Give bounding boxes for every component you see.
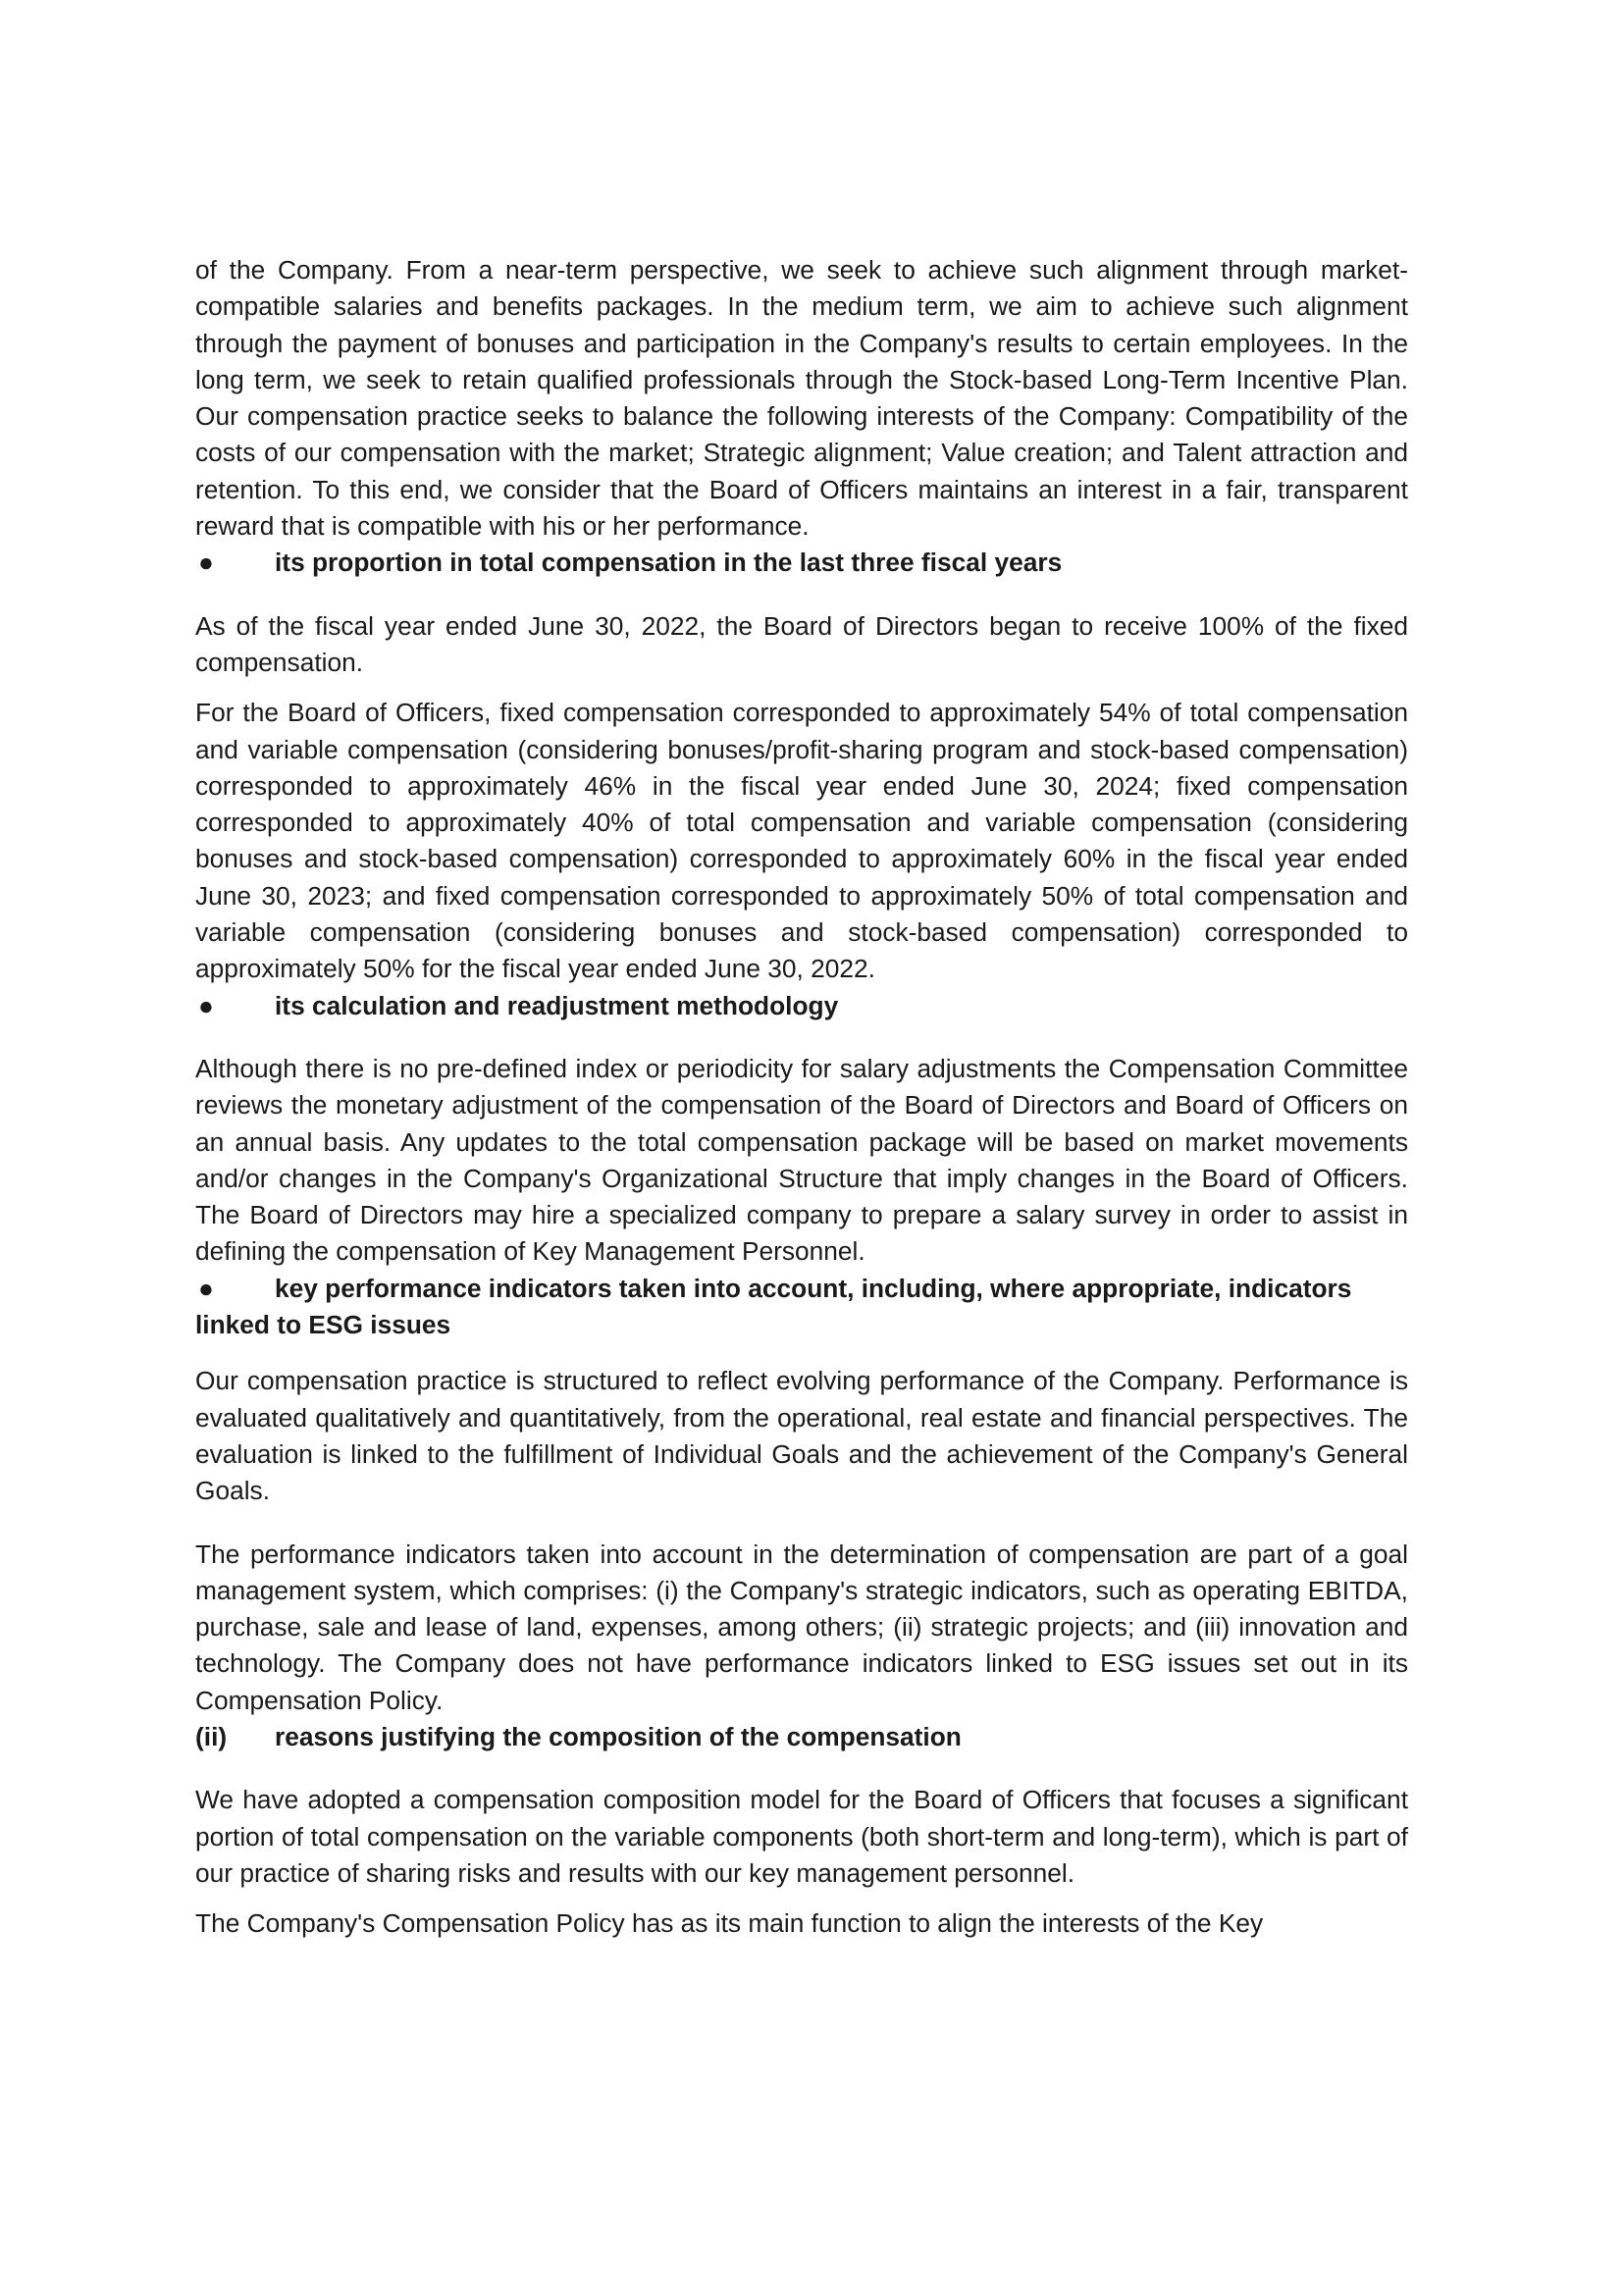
paragraph-goal-management-system: The performance indicators taken into account in the determination of compensation are part of a goal management system, which comprises: (i) the Company's strategic indicators, such as operating EBITDA, purchase, sale and lease of land, expenses, among others; (ii) strategic projects; and (iii) innovation and technology. The Company does not have performance indicators linked to ESG issues set out in its Compensation Policy. <box>195 1539 1408 1715</box>
heading-text: key performance indicators taken into account, including, where appropriate, indicators linked to ESG issues <box>195 1273 1352 1340</box>
paragraph-composition-model: We have adopted a compensation composition model for the Board of Officers that focuses a significant portion of total compensation on the variable components (both short-term and long-term), which is part of our practice of sharing risks and results with our key management personnel. <box>195 1785 1408 1888</box>
paragraph-compensation-policy-function: The Company's Compensation Policy has as its main function to align the interests of the Key <box>195 1908 1264 1939</box>
heading-proportion-total-compensation <box>195 545 1408 581</box>
bullet-icon: ● <box>198 1273 214 1303</box>
bullet-icon: ● <box>198 548 214 578</box>
heading-text: its proportion in total compensation in the last three fiscal years <box>275 548 1063 578</box>
paragraph-performance-evaluation: Our compensation practice is structured to reflect evolving performance of the Company. Performance is evaluated qualitatively and quantitatively, from the operational, real estate and financial perspectives. The evaluation is linked to the fulfillment of Individual Goals and the achievement of the Company's General Goals. <box>195 1366 1408 1506</box>
heading-calculation-methodology <box>195 988 1408 1024</box>
paragraph-board-of-directors-fixed: As of the fiscal year ended June 30, 2022, the Board of Directors began to receive 100% of the fixed compensation. <box>195 610 1408 677</box>
heading-text: its calculation and readjustment methodology <box>275 990 839 1020</box>
heading-text: reasons justifying the composition of the compensation <box>275 1721 962 1751</box>
paragraph-board-of-officers-proportions: For the Board of Officers, fixed compensation corresponded to approximately 54% of total compensation and variable compensation (considering bonuses/profit-sharing program and stock-based compensation) corresponded to approximately 46% in the fiscal year ended June 30, 2024; fixed compensation corresponded to approximately 40% of total compensation and variable compensation (considering bonuses and stock-based compensation) corresponded to approximately 60% in the fiscal year ended June 30, 2023; and fixed compensation corresponded to approximately 50% of total compensation and variable compensation (considering bonuses and stock-based compensation) corresponded to approximately 50% for the fiscal year ended June 30, 2022. <box>195 698 1408 984</box>
heading-reasons-composition <box>195 1719 1408 1755</box>
paragraph-salary-adjustments: Although there is no pre-defined index or periodicity for salary adjustments the Compensation Committee reviews the monetary adjustment of the compensation of the Board of Directors and Board of Officers on an annual basis. Any updates to the total compensation package will be based on market movements and/or changes in the Company's Organizational Structure that imply changes in the Board of Officers. The Board of Directors may hire a specialized company to prepare a salary survey in order to assist in defining the compensation of Key Management Personnel. <box>195 1053 1408 1267</box>
section-number: (ii) <box>195 1721 228 1751</box>
bullet-icon: ● <box>198 990 214 1020</box>
heading-key-performance-indicators <box>195 1271 1408 1344</box>
paragraph-alignment-perspectives: of the Company. From a near-term perspective, we seek to achieve such alignment through market-compatible salaries and benefits packages. In the medium term, we aim to achieve such alignment through the payment of bonuses and participation in the Company's results to certain employees. In the long term, we seek to retain qualified professionals through the Stock-based Long-Term Incentive Plan. Our compensation practice seeks to balance the following interests of the Company: Compatibility of the costs of our compensation with the market; Strategic alignment; Value creation; and Talent attraction and retention. To this end, we consider that the Board of Officers maintains an interest in a fair, transparent reward that is compatible with his or her performance. <box>195 255 1408 542</box>
document-page <box>195 252 1408 1942</box>
